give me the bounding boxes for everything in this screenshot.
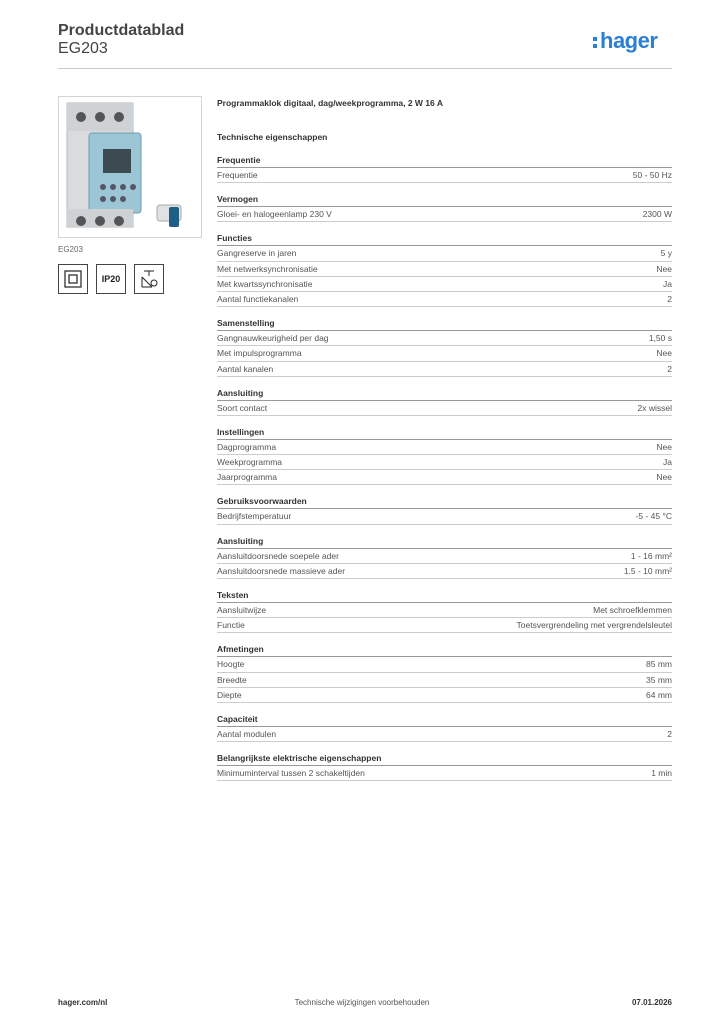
spec-section: [217, 317, 672, 377]
footer-website[interactable]: hager.com/nl: [58, 998, 108, 1007]
spec-label: Aantal modulen: [217, 728, 277, 739]
spec-label: Minimuminterval tussen 2 schakeltijden: [217, 768, 365, 779]
spec-value: 35 mm: [646, 674, 672, 685]
spec-row: [217, 246, 672, 261]
section-title: Aansluiting: [217, 387, 672, 401]
section-title: Gebruiksvoorwaarden: [217, 495, 672, 509]
section-title: Capaciteit: [217, 713, 672, 727]
spec-table: [217, 96, 672, 781]
spec-section: [217, 752, 672, 781]
spec-label: Soort contact: [217, 402, 268, 413]
section-title: Functies: [217, 232, 672, 246]
spec-label: Met impulsprogramma: [217, 348, 302, 359]
spec-row: [217, 470, 672, 485]
spec-section: [217, 193, 672, 222]
spec-label: Diepte: [217, 689, 242, 700]
spec-label: Bedrijfstemperatuur: [217, 511, 292, 522]
section-title: Aansluiting: [217, 535, 672, 549]
spec-row: [217, 440, 672, 455]
spec-row: [217, 455, 672, 470]
spec-value: Ja: [663, 457, 672, 468]
spec-label: Gangnauwkeurigheid per dag: [217, 333, 329, 344]
section-title: Belangrijkste elektrische eigenschappen: [217, 752, 672, 766]
spec-section: [217, 154, 672, 183]
spec-value: Nee: [656, 263, 672, 274]
spec-row: [217, 292, 672, 307]
spec-label: Breedte: [217, 674, 247, 685]
spec-label: Hoogte: [217, 659, 245, 670]
section-title: Instellingen: [217, 426, 672, 440]
hager-logo[interactable]: [593, 28, 657, 54]
spec-row: [217, 362, 672, 377]
header-divider: [58, 68, 672, 69]
spec-label: Gloei- en halogeenlamp 230 V: [217, 209, 332, 220]
spec-row: [217, 618, 672, 633]
spec-row: [217, 549, 672, 564]
spec-label: Gangreserve in jaren: [217, 248, 297, 259]
spec-value: 5 y: [660, 248, 672, 259]
page-title: Productdatablad: [58, 22, 185, 39]
spec-value: 64 mm: [646, 689, 672, 700]
spec-row: [217, 331, 672, 346]
product-image: [58, 96, 202, 238]
spec-row: [217, 262, 672, 277]
logo-dots-icon: [593, 34, 599, 48]
spec-row: [217, 766, 672, 781]
product-description: Programmaklok digitaal, dag/weekprogramma, 2 W 16 A: [217, 98, 443, 108]
spec-label: Aantal functiekanalen: [217, 293, 299, 304]
spec-section: [217, 232, 672, 307]
ip20-icon: IP20: [96, 264, 126, 294]
spec-row: [217, 564, 672, 579]
spec-row: [217, 688, 672, 703]
spec-value: Met schroefklemmen: [593, 605, 672, 615]
spec-row: [217, 673, 672, 688]
spec-label: Jaarprogramma: [217, 472, 277, 483]
section-title: Samenstelling: [217, 317, 672, 331]
spec-value: 1,50 s: [648, 333, 672, 344]
spec-section: [217, 589, 672, 633]
section-title: Frequentie: [217, 154, 672, 168]
spec-value: 85 mm: [646, 659, 672, 670]
spec-value: Toetsvergrendeling met vergrendelsleutel: [516, 620, 672, 631]
technical-heading: Technische eigenschappen: [217, 132, 328, 142]
spec-value: 2: [667, 293, 672, 304]
spec-row: [217, 277, 672, 292]
spec-value: 2x wissel: [637, 402, 672, 413]
section-title: Teksten: [217, 589, 672, 603]
spec-label: Frequentie: [217, 170, 258, 180]
spec-value: Nee: [656, 441, 672, 452]
spec-section: [217, 495, 672, 524]
spec-value: Nee: [656, 348, 672, 359]
spec-row: [217, 401, 672, 416]
image-caption: EG203: [58, 245, 83, 254]
spec-label: Functie: [217, 620, 245, 631]
spec-value: 2: [667, 728, 672, 739]
certification-icons: [58, 264, 164, 294]
timer-device-icon: [59, 97, 201, 237]
double-insulation-icon: [58, 264, 88, 294]
footer-date: 07.01.2026: [631, 998, 672, 1007]
spec-value: Ja: [663, 278, 672, 289]
spec-row: [217, 346, 672, 361]
section-title: Vermogen: [217, 193, 672, 207]
spec-value: Nee: [656, 472, 672, 483]
spec-row: [217, 168, 672, 183]
spec-row: [217, 207, 672, 222]
spec-row: [217, 603, 672, 618]
spec-value: 2300 W: [642, 209, 672, 220]
spec-row: [217, 657, 672, 672]
spec-value: -5 - 45 °C: [635, 511, 672, 522]
spec-section: [217, 387, 672, 416]
spec-value: 1.5 - 10 mm²: [623, 565, 672, 576]
spec-label: Weekprogramma: [217, 457, 283, 468]
mounting-symbol-icon: [134, 264, 164, 294]
spec-section: [217, 426, 672, 486]
footer-notice: Technische wijzigingen voorbehouden: [294, 998, 430, 1007]
section-title: Afmetingen: [217, 643, 672, 657]
spec-sections: [217, 154, 672, 781]
spec-label: Met kwartssynchronisatie: [217, 278, 313, 289]
spec-section: [217, 713, 672, 742]
spec-label: Dagprogramma: [217, 441, 277, 452]
product-code: EG203: [58, 40, 108, 57]
spec-value: 50 - 50 Hz: [632, 170, 672, 180]
spec-label: Aansluitdoorsnede soepele ader: [217, 550, 339, 561]
spec-value: 1 - 16 mm²: [630, 550, 672, 561]
spec-row: [217, 727, 672, 742]
spec-value: 1 min: [651, 768, 672, 779]
spec-value: 2: [667, 363, 672, 374]
logo-text: hager: [600, 28, 658, 53]
spec-label: Aansluitdoorsnede massieve ader: [217, 565, 346, 576]
spec-label: Met netwerksynchronisatie: [217, 263, 318, 274]
spec-section: [217, 535, 672, 579]
spec-label: Aantal kanalen: [217, 363, 274, 374]
spec-label: Aansluitwijze: [217, 605, 267, 615]
spec-section: [217, 643, 672, 703]
spec-row: [217, 509, 672, 524]
